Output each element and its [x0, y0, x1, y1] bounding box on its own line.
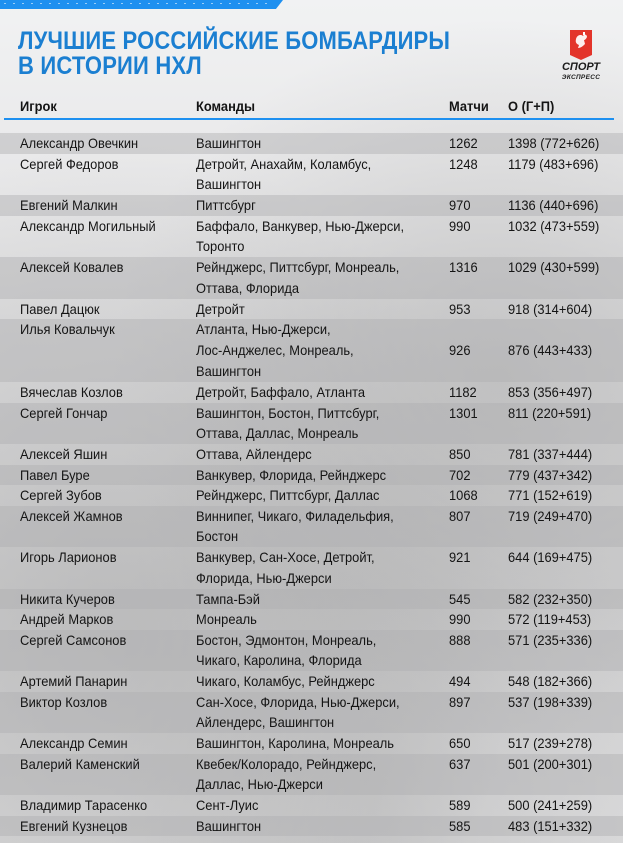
table-row	[0, 692, 623, 734]
matches-count: 650	[449, 735, 471, 751]
table-row	[0, 154, 623, 196]
team-line: Баффало, Ванкувер, Нью-Джерси,	[196, 217, 405, 234]
player-name: Валерий Каменский	[20, 755, 140, 772]
team-list	[196, 589, 260, 610]
points-total: 1136 (440+696)	[508, 197, 599, 213]
points-total: 501 (200+301)	[508, 755, 593, 772]
team-line: Рейнджерс, Питтсбург, Даллас	[196, 487, 380, 503]
team-line: Вашингтон	[196, 135, 262, 151]
points-total: 781 (337+444)	[508, 446, 593, 462]
matches-count: 970	[449, 197, 471, 213]
team-list	[196, 506, 394, 548]
points-total: 548 (182+366)	[508, 673, 593, 689]
team-line: Детройт, Баффало, Атланта	[196, 384, 366, 400]
team-line: Оттава, Айлендерс	[196, 446, 312, 462]
team-list	[196, 257, 399, 299]
matches-count: 1301	[449, 404, 478, 421]
team-list	[196, 630, 376, 672]
team-list	[196, 692, 400, 734]
points-total: 572 (119+453)	[508, 611, 592, 627]
player-name: Павел Дацюк	[20, 300, 100, 317]
player-name: Сергей Самсонов	[20, 631, 127, 648]
matches-count: 897	[449, 693, 471, 710]
column-header-teams: Команды	[196, 98, 256, 114]
player-name: Сергей Федоров	[20, 155, 119, 172]
points-total: 571 (235+336)	[508, 631, 593, 648]
sport-express-logo	[556, 29, 606, 85]
team-line: Вашингтон	[196, 176, 262, 193]
team-line: Бостон, Эдмонтон, Монреаль,	[196, 631, 377, 648]
table-row	[0, 754, 623, 796]
table-row	[0, 609, 623, 630]
column-header-matches: Матчи	[449, 98, 489, 114]
matches-count: 921	[449, 549, 471, 565]
table-row	[0, 195, 623, 216]
matches-count: 990	[449, 217, 471, 234]
points-total: 1179 (483+696)	[508, 155, 599, 172]
player-name: Александр Могильный	[20, 217, 156, 234]
matches-count: 1068	[449, 487, 478, 503]
player-name: Илья Ковальчук	[20, 321, 115, 337]
points-total: 1398 (772+626)	[508, 135, 600, 151]
table-row	[0, 816, 623, 837]
points-total: 853 (356+497)	[508, 384, 593, 400]
team-line: Вашингтон	[196, 817, 262, 834]
scorers-table	[0, 133, 623, 836]
team-line: Вашингтон, Каролина, Монреаль	[196, 735, 395, 751]
table-row	[0, 444, 623, 465]
team-line: Детройт, Анахайм, Коламбус,	[196, 155, 372, 172]
player-name: Евгений Кузнецов	[20, 817, 128, 834]
player-name: Виктор Козлов	[20, 693, 108, 710]
team-line: Рейнджерс, Питтсбург, Монреаль,	[196, 259, 400, 275]
team-list	[196, 671, 375, 692]
points-total: 771 (152+619)	[508, 487, 593, 503]
team-list	[196, 133, 261, 154]
player-name: Игорь Ларионов	[20, 549, 117, 565]
team-line: Оттава, Даллас, Монреаль	[196, 425, 359, 442]
matches-count: 1182	[449, 384, 477, 400]
team-line: Сан-Хосе, Флорида, Нью-Джерси,	[196, 693, 400, 710]
table-row	[0, 506, 623, 548]
matches-count: 585	[449, 817, 471, 834]
matches-count: 807	[449, 507, 471, 524]
points-total: 779 (437+342)	[508, 466, 593, 483]
matches-count: 702	[449, 466, 471, 483]
column-header-player: Игрок	[20, 98, 57, 114]
table-row	[0, 257, 623, 299]
team-list	[196, 754, 376, 796]
team-line: Чикаго, Коламбус, Рейнджерс	[196, 673, 375, 689]
team-line: Торонто	[196, 238, 245, 255]
table-row	[0, 216, 623, 258]
team-list	[196, 403, 379, 445]
points-total: 918 (314+604)	[508, 300, 593, 317]
logo-text-express: ЭКСПРЕСС	[561, 74, 601, 81]
team-line: Детройт	[196, 300, 245, 317]
team-list	[196, 216, 404, 258]
team-line: Монреаль	[196, 611, 257, 627]
team-line: Атланта, Нью-Джерси,	[196, 321, 331, 337]
player-name: Артемий Панарин	[20, 673, 128, 689]
team-line: Лос-Анджелес, Монреаль,	[196, 341, 354, 358]
matches-count: 1248	[449, 155, 478, 172]
table-row	[0, 485, 623, 506]
player-name: Алексей Жамнов	[20, 507, 123, 524]
table-row	[0, 671, 623, 692]
points-total: 582 (232+350)	[508, 590, 593, 607]
team-line: Вашингтон	[196, 362, 262, 379]
team-list	[196, 547, 375, 589]
team-list	[196, 733, 394, 754]
table-header	[0, 95, 623, 117]
team-line: Виннипег, Чикаго, Филадельфия,	[196, 507, 394, 524]
table-row	[0, 733, 623, 754]
points-total: 811 (220+591)	[508, 404, 592, 421]
team-list	[196, 154, 371, 196]
team-line: Флорида, Нью-Джерси	[196, 569, 332, 586]
matches-count: 494	[449, 673, 471, 689]
team-line: Сент-Луис	[196, 797, 259, 813]
team-line: Чикаго, Каролина, Флорида	[196, 652, 362, 669]
player-name: Евгений Малкин	[20, 197, 118, 213]
points-total: 1032 (473+559)	[508, 217, 600, 234]
points-total: 517 (239+278)	[508, 735, 593, 751]
matches-count: 850	[449, 446, 471, 462]
matches-count: 1262	[449, 135, 478, 151]
table-row	[0, 630, 623, 672]
team-line: Оттава, Флорида	[196, 279, 300, 296]
player-name: Никита Кучеров	[20, 590, 115, 607]
team-list	[196, 465, 386, 486]
team-line: Тампа-Бэй	[196, 590, 260, 607]
player-name: Сергей Гончар	[20, 404, 108, 421]
points-total: 500 (241+259)	[508, 797, 593, 813]
team-line: Айлендерс, Вашингтон	[196, 714, 335, 731]
team-line: Квебек/Колорадо, Рейнджерс,	[196, 755, 377, 772]
points-total: 876 (443+433)	[508, 341, 593, 358]
title-line-1: ЛУЧШИЕ РОССИЙСКИЕ БОМБАРДИРЫ	[18, 27, 451, 55]
matches-count: 953	[449, 300, 471, 317]
player-name: Андрей Марков	[20, 611, 114, 627]
team-list	[196, 609, 257, 630]
matches-count: 545	[449, 590, 471, 607]
logo-text-sport: СПОРТ	[561, 61, 601, 73]
player-name: Александр Овечкин	[20, 135, 139, 151]
top-accent-stripe	[0, 0, 283, 9]
table-row	[0, 382, 623, 403]
table-row	[0, 465, 623, 486]
matches-count: 1316	[449, 259, 478, 275]
team-list	[196, 299, 245, 320]
team-list	[196, 444, 312, 465]
team-list	[196, 816, 261, 837]
matches-count: 888	[449, 631, 471, 648]
points-total: 537 (198+339)	[508, 693, 593, 710]
matches-count: 990	[449, 611, 471, 627]
table-row	[0, 319, 623, 382]
team-line: Ванкувер, Сан-Хосе, Детройт,	[196, 549, 375, 565]
sport-express-shield-icon	[569, 29, 593, 61]
team-line: Вашингтон, Бостон, Питтсбург,	[196, 404, 380, 421]
header-separator	[4, 118, 614, 120]
team-list	[196, 382, 365, 403]
player-name: Алексей Ковалев	[20, 259, 124, 275]
matches-count: 637	[449, 755, 471, 772]
points-total: 644 (169+475)	[508, 549, 593, 565]
player-name: Павел Буре	[20, 466, 90, 483]
team-line: Питтсбург	[196, 197, 256, 213]
matches-count: 926	[449, 341, 471, 358]
player-name: Алексей Яшин	[20, 446, 108, 462]
team-list	[196, 319, 354, 381]
table-row	[0, 133, 623, 154]
team-line: Ванкувер, Флорида, Рейнджерс	[196, 466, 387, 483]
team-list	[196, 485, 379, 506]
points-total: 483 (151+332)	[508, 817, 593, 834]
title-line-2: В ИСТОРИИ НХЛ	[18, 52, 202, 80]
team-list	[196, 795, 258, 816]
points-total: 719 (249+470)	[508, 507, 593, 524]
team-list	[196, 195, 256, 216]
table-row	[0, 299, 623, 320]
table-row	[0, 547, 623, 589]
player-name: Сергей Зубов	[20, 487, 102, 503]
column-header-points: О (Г+П)	[508, 98, 555, 114]
table-row	[0, 403, 623, 445]
player-name: Вячеслав Козлов	[20, 384, 123, 400]
team-line: Даллас, Нью-Джерси	[196, 776, 323, 793]
page-title	[18, 29, 450, 79]
points-total: 1029 (430+599)	[508, 259, 600, 275]
team-line: Бостон	[196, 528, 239, 545]
player-name: Владимир Тарасенко	[20, 797, 148, 813]
table-row	[0, 589, 623, 610]
table-row	[0, 795, 623, 816]
player-name: Александр Семин	[20, 735, 128, 751]
matches-count: 589	[449, 797, 471, 813]
